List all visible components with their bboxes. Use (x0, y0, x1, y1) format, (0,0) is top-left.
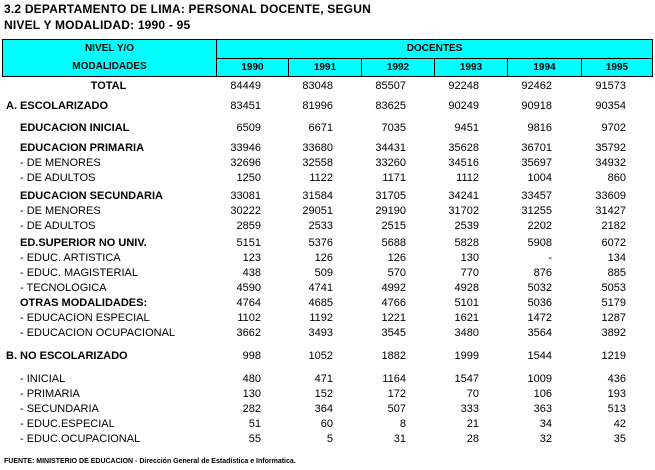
value-cell-1994: 33457 (521, 190, 552, 202)
value-cell-1993: 92248 (448, 80, 479, 92)
value-cell-1994: 2202 (527, 220, 552, 232)
table-row (0, 418, 655, 433)
row-label: OTRAS MODALIDADES: (20, 297, 148, 309)
value-cell-1994: 1009 (527, 373, 552, 385)
row-label: EDUCACION INICIAL (20, 122, 130, 134)
value-cell-1995: 513 (607, 403, 626, 415)
value-cell-1991: 4685 (308, 297, 333, 309)
header-docentes-label: DOCENTES (406, 43, 463, 54)
value-cell-1992: 85507 (375, 80, 406, 92)
value-cell-1990: 1102 (237, 312, 261, 324)
value-cell-1992: 33260 (375, 157, 406, 169)
value-cell-1990: 438 (242, 267, 261, 279)
row-label: - DE ADULTOS (20, 172, 96, 184)
table-row (0, 282, 655, 297)
value-cell-1993: 1621 (454, 312, 479, 324)
header-year-1993 (434, 58, 508, 77)
value-cell-1993: 90249 (448, 100, 479, 112)
value-cell-1991: 152 (314, 388, 333, 400)
value-cell-1994: 1472 (527, 312, 552, 324)
value-cell-1990: 282 (242, 403, 261, 415)
value-cell-1995: 91573 (595, 80, 626, 92)
value-cell-1993: 28 (466, 433, 479, 445)
value-cell-1993: 1547 (454, 373, 479, 385)
row-label: - DE ADULTOS (20, 220, 96, 232)
value-cell-1995: 860 (607, 172, 626, 184)
value-cell-1991: 31584 (302, 190, 333, 202)
header-year-1990 (216, 58, 289, 77)
value-cell-1994: 31255 (521, 205, 552, 217)
table-row (0, 190, 655, 205)
value-cell-1993: 2539 (454, 220, 479, 232)
table-row (0, 220, 655, 235)
value-cell-1995: 42 (613, 418, 626, 430)
value-cell-1995: 5053 (601, 282, 626, 294)
value-cell-1994: 34 (539, 418, 552, 430)
value-cell-1993: 31702 (448, 205, 479, 217)
row-label: - EDUC. ARTISTICA (20, 252, 121, 264)
row-label: - EDUC. MAGISTERIAL (20, 267, 138, 279)
value-cell-1991: 4741 (308, 282, 333, 294)
table-row (0, 403, 655, 418)
row-label: - EDUCACION OCUPACIONAL (20, 327, 176, 339)
value-cell-1992: 570 (387, 267, 406, 279)
value-cell-1993: 130 (460, 252, 479, 264)
value-cell-1994: 9816 (527, 122, 552, 134)
table-row (0, 252, 655, 267)
value-cell-1994: 5908 (527, 237, 552, 249)
row-label: - SECUNDARIA (20, 403, 99, 415)
value-cell-1990: 4590 (236, 282, 261, 294)
value-cell-1993: 333 (460, 403, 479, 415)
table-row (0, 157, 655, 172)
year-label: 1991 (313, 62, 337, 73)
table-row (0, 327, 655, 342)
row-label: EDUCACION SECUNDARIA (20, 190, 164, 202)
header-level-cell (2, 39, 217, 77)
value-cell-1995: 885 (607, 267, 626, 279)
value-cell-1991: 29051 (302, 205, 333, 217)
value-cell-1993: 4928 (454, 282, 479, 294)
value-cell-1991: 471 (314, 373, 333, 385)
value-cell-1990: 3662 (236, 327, 261, 339)
value-cell-1995: 1219 (601, 350, 626, 362)
value-cell-1995: 90354 (595, 100, 626, 112)
year-label: 1992 (386, 62, 410, 73)
value-cell-1995: 9702 (601, 122, 626, 134)
value-cell-1995: 35 (613, 433, 626, 445)
value-cell-1991: 126 (314, 252, 333, 264)
year-label: 1990 (241, 62, 264, 73)
value-cell-1993: 3480 (454, 327, 479, 339)
header-level-label-line-1: NIVEL Y/O (84, 43, 135, 54)
value-cell-1991: 81996 (302, 100, 333, 112)
value-cell-1990: 33946 (230, 142, 261, 154)
value-cell-1991: 1052 (308, 350, 333, 362)
value-cell-1990: 84449 (230, 80, 261, 92)
value-cell-1995: 193 (607, 388, 626, 400)
value-cell-1993: 5101 (454, 297, 479, 309)
value-cell-1991: 33680 (302, 142, 333, 154)
value-cell-1993: 9451 (454, 122, 479, 134)
value-cell-1990: 4764 (236, 297, 261, 309)
value-cell-1994: 32 (539, 433, 552, 445)
value-cell-1992: 31 (393, 433, 406, 445)
header-year-1991 (288, 58, 362, 77)
year-label: 1993 (459, 62, 483, 73)
value-cell-1993: 35628 (448, 142, 479, 154)
table-row (0, 297, 655, 312)
value-cell-1992: 172 (387, 388, 406, 400)
value-cell-1992: 7035 (381, 122, 406, 134)
value-cell-1991: 2533 (308, 220, 333, 232)
value-cell-1995: 31427 (595, 205, 626, 217)
value-cell-1992: 4992 (381, 282, 406, 294)
value-cell-1990: 130 (242, 388, 261, 400)
row-label: - EDUC.ESPECIAL (20, 418, 115, 430)
value-cell-1994: 1544 (527, 350, 552, 362)
table-title-line-2: NIVEL Y MODALIDAD: 1990 - 95 (4, 18, 191, 32)
value-cell-1995: 1287 (601, 312, 626, 324)
value-cell-1993: 34516 (448, 157, 479, 169)
value-cell-1990: 123 (242, 252, 261, 264)
row-label: - DE MENORES (20, 157, 101, 169)
value-cell-1990: 55 (248, 433, 261, 445)
row-label: - PRIMARIA (20, 388, 80, 400)
value-cell-1994: 92462 (521, 80, 552, 92)
value-cell-1990: 2859 (236, 220, 261, 232)
source-footnote: FUENTE: MINISTERIO DE EDUCACION - Dirección General de Estadística e Informatica. (4, 458, 296, 465)
value-cell-1990: 32696 (230, 157, 261, 169)
value-cell-1995: 33609 (595, 190, 626, 202)
value-cell-1991: 5376 (308, 237, 333, 249)
table-row (0, 267, 655, 282)
row-label: - EDUCACION ESPECIAL (20, 312, 150, 324)
value-cell-1992: 1221 (381, 312, 406, 324)
value-cell-1994: - (548, 252, 552, 264)
value-cell-1994: 90918 (521, 100, 552, 112)
row-label: EDUCACION PRIMARIA (20, 142, 145, 154)
value-cell-1995: 134 (607, 252, 626, 264)
table-row (0, 237, 655, 252)
value-cell-1991: 364 (314, 403, 333, 415)
value-cell-1991: 60 (320, 418, 333, 430)
table-row (0, 205, 655, 220)
value-cell-1992: 29190 (375, 205, 406, 217)
value-cell-1990: 1250 (236, 172, 261, 184)
value-cell-1992: 1164 (382, 373, 406, 385)
value-cell-1994: 363 (533, 403, 552, 415)
value-cell-1990: 30222 (230, 205, 261, 217)
table-row (0, 373, 655, 388)
year-label: 1994 (533, 62, 556, 73)
value-cell-1991: 6671 (308, 122, 333, 134)
value-cell-1991: 32558 (302, 157, 333, 169)
value-cell-1991: 1192 (309, 312, 333, 324)
value-cell-1994: 5036 (527, 297, 552, 309)
header-year-1995 (581, 58, 653, 77)
value-cell-1990: 6509 (236, 122, 261, 134)
table-row (0, 100, 655, 115)
value-cell-1994: 1004 (527, 172, 552, 184)
table-row (0, 312, 655, 327)
value-cell-1993: 1112 (456, 172, 479, 184)
header-year-1992 (361, 58, 435, 77)
value-cell-1992: 4766 (381, 297, 406, 309)
value-cell-1991: 5 (326, 433, 333, 445)
row-label: A. ESCOLARIZADO (6, 100, 109, 112)
value-cell-1991: 83048 (302, 80, 333, 92)
table-row (0, 172, 655, 187)
year-label: 1995 (605, 62, 629, 73)
value-cell-1990: 5151 (236, 237, 261, 249)
value-cell-1993: 770 (460, 267, 479, 279)
value-cell-1995: 436 (607, 373, 626, 385)
value-cell-1995: 34932 (595, 157, 626, 169)
value-cell-1994: 876 (533, 267, 552, 279)
value-cell-1992: 2515 (381, 220, 406, 232)
value-cell-1994: 36701 (521, 142, 552, 154)
value-cell-1994: 35697 (521, 157, 552, 169)
table-header (2, 39, 653, 77)
table-row (0, 80, 655, 95)
value-cell-1991: 1122 (309, 172, 333, 184)
value-cell-1992: 3545 (381, 327, 406, 339)
row-label: ED.SUPERIOR NO UNIV. (20, 237, 147, 249)
table-row (0, 142, 655, 157)
value-cell-1990: 998 (242, 350, 261, 362)
value-cell-1994: 5032 (527, 282, 552, 294)
value-cell-1995: 3892 (601, 327, 626, 339)
value-cell-1993: 70 (466, 388, 479, 400)
value-cell-1993: 5828 (454, 237, 479, 249)
value-cell-1993: 21 (466, 418, 479, 430)
value-cell-1995: 35792 (595, 142, 626, 154)
row-label: - DE MENORES (20, 205, 101, 217)
value-cell-1993: 34241 (448, 190, 479, 202)
header-level-label-line-2: MODALIDADES (72, 61, 147, 72)
value-cell-1995: 6072 (601, 237, 626, 249)
value-cell-1991: 3493 (308, 327, 333, 339)
table-row (0, 388, 655, 403)
table-row (0, 433, 655, 448)
value-cell-1992: 83625 (375, 100, 406, 112)
value-cell-1995: 5179 (601, 297, 626, 309)
value-cell-1992: 126 (387, 252, 406, 264)
value-cell-1990: 33081 (230, 190, 261, 202)
value-cell-1990: 480 (242, 373, 261, 385)
table-row (0, 350, 655, 365)
row-label: - TECNOLOGICA (20, 282, 107, 294)
value-cell-1992: 31705 (375, 190, 406, 202)
value-cell-1994: 3564 (527, 327, 552, 339)
row-label: B. NO ESCOLARIZADO (6, 350, 128, 362)
value-cell-1991: 509 (314, 267, 333, 279)
value-cell-1994: 106 (533, 388, 552, 400)
value-cell-1992: 1171 (382, 172, 406, 184)
table-row (0, 122, 655, 137)
table-title-line-1: 3.2 DEPARTAMENTO DE LIMA: PERSONAL DOCENTE, SEGUN (4, 2, 371, 16)
value-cell-1992: 8 (399, 418, 406, 430)
value-cell-1993: 1999 (454, 350, 479, 362)
value-cell-1992: 1882 (381, 350, 406, 362)
row-label: - INICIAL (20, 373, 66, 385)
row-label: TOTAL (90, 80, 127, 92)
value-cell-1992: 5688 (381, 237, 406, 249)
value-cell-1990: 51 (248, 418, 261, 430)
value-cell-1990: 83451 (230, 100, 261, 112)
value-cell-1992: 507 (387, 403, 406, 415)
value-cell-1992: 34431 (375, 142, 406, 154)
header-docentes-cell (216, 39, 653, 59)
value-cell-1995: 2182 (601, 220, 626, 232)
header-year-1994 (507, 58, 582, 77)
row-label: - EDUC.OCUPACIONAL (20, 433, 141, 445)
